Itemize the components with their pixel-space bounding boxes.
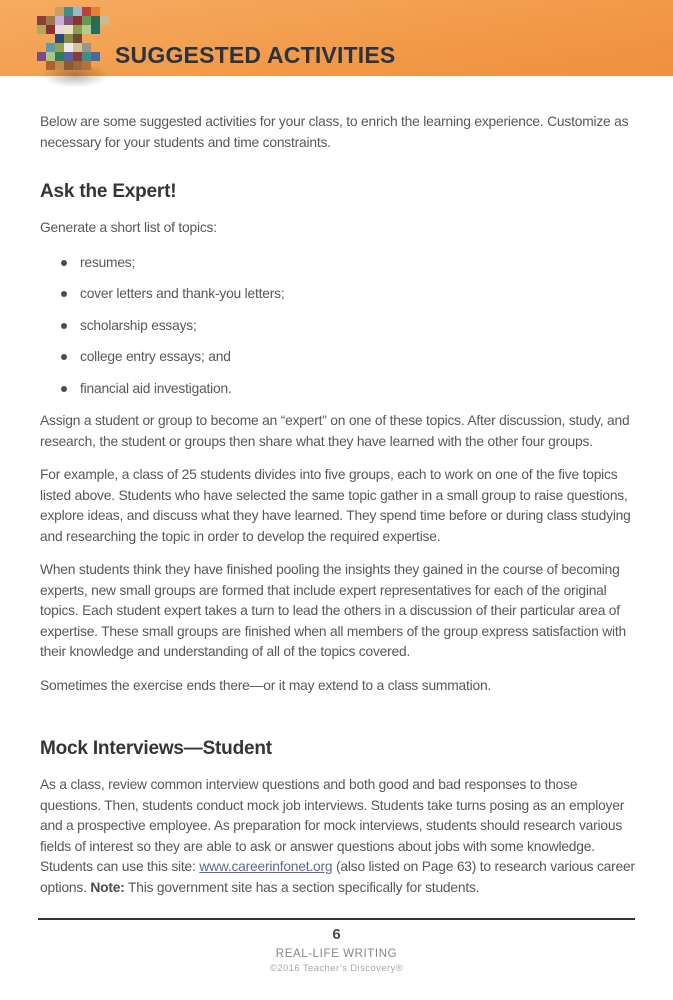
- logo-mosaic-cell: [46, 16, 55, 25]
- page-footer: [38, 918, 635, 975]
- logo-mosaic-cell: [64, 7, 73, 16]
- list-item: [40, 316, 636, 337]
- bullet-icon: [61, 354, 67, 360]
- page-number: 6: [332, 926, 341, 943]
- logo-mosaic-cell: [73, 16, 82, 25]
- body-paragraph: When students think they have finished pooling the insights they gained in the course of becoming experts, new small groups are formed that include expert representatives for each of the original topics. Each student expert takes a turn to lead the others in a discussion of their particular area of expertise. These small groups are finished when all members of the group express satisfaction with their knowledge and understanding of all of the topics covered.: [40, 562, 626, 659]
- logo-mosaic-cell: [37, 16, 46, 25]
- logo-mosaic-cell: [73, 34, 82, 43]
- logo-mosaic-cell: [64, 52, 73, 61]
- list-item: [40, 284, 636, 305]
- logo-mosaic-cell: [46, 43, 55, 52]
- logo-mosaic-cell: [55, 52, 64, 61]
- logo-mosaic-cell: [37, 52, 46, 61]
- book-title: REAL-LIFE WRITING: [275, 948, 398, 960]
- copyright-line: ©2016 Teacher’s Discovery®: [269, 963, 404, 974]
- logo-mosaic-cell: [73, 52, 82, 61]
- logo-mosaic-cell: [73, 25, 82, 34]
- logo-mosaic-cell: [82, 52, 91, 61]
- bullet-icon: [61, 323, 67, 329]
- section-heading-mock-interviews: Mock Interviews—Student: [40, 738, 272, 759]
- logo-mosaic-cell: [46, 52, 55, 61]
- list-item: [40, 379, 636, 400]
- logo-mosaic-cell: [55, 16, 64, 25]
- bullet-icon: [61, 386, 67, 392]
- logo-mosaic-cell: [64, 34, 73, 43]
- list-item-label: scholarship essays;: [80, 317, 197, 333]
- list-item: [40, 253, 636, 274]
- paragraph-text: As a class, review common interview questions and both good and bad responses to those questions. Then, students conduct mock job interviews. Students take turns posing as an employer and a prospective employee. As preparation for mock interviews, students should research various fields of interest so they are able to ask or answer questions about jobs with some knowledge. Students can use this site:: [40, 777, 625, 874]
- logo-mosaic-cell: [55, 34, 64, 43]
- list-item-label: financial aid investigation.: [80, 380, 232, 396]
- logo-mosaic-cell: [64, 43, 73, 52]
- logo-mosaic-cell: [73, 43, 82, 52]
- logo-mosaic-cell: [73, 61, 82, 70]
- body-paragraph-with-link: [40, 775, 636, 898]
- logo-mosaic-cell: [64, 16, 73, 25]
- bullet-icon: [61, 260, 67, 266]
- header-band: [0, 0, 673, 76]
- list-item: [40, 347, 636, 368]
- logo-mosaic-cell: [46, 25, 55, 34]
- content-column: [40, 100, 636, 911]
- body-paragraph: For example, a class of 25 students divides into five groups, each to work on one of the five topics listed above. Students who have selected the same topic gather in a small group to raise questions, explore ideas, and discuss what they have learned. They spend time before or during class studying and researching the topic in order to develop the required expertise.: [40, 467, 631, 544]
- logo-mosaic-cell: [100, 16, 109, 25]
- logo-mosaic-cell: [64, 25, 73, 34]
- logo-mosaic-cell: [37, 25, 46, 34]
- logo-mosaic-cell: [55, 61, 64, 70]
- body-paragraph: Sometimes the exercise ends there—or it may extend to a class summation.: [40, 677, 492, 693]
- logo-mosaic-cell: [91, 25, 100, 34]
- logo-mosaic-cell: [55, 43, 64, 52]
- logo-mosaic-cell: [46, 61, 55, 70]
- logo-mosaic-cell: [64, 61, 73, 70]
- paragraph-text: (also listed on Page 63) to research various career options.: [40, 859, 635, 895]
- lead-paragraph: Generate a short list of topics:: [40, 220, 217, 235]
- body-paragraph: Assign a student or group to become an “expert” on one of these topics. After discussion, study, and research, the student or groups then share what they have learned with the other four groups.: [40, 413, 630, 449]
- logo-mosaic-cell: [82, 61, 91, 70]
- section-heading-ask-the-expert: Ask the Expert!: [40, 181, 177, 202]
- logo-mosaic-cell: [82, 16, 91, 25]
- logo-mosaic-cell: [82, 7, 91, 16]
- paragraph-text: This government site has a section specifically for students.: [124, 879, 480, 895]
- logo-mosaic-cell: [82, 25, 91, 34]
- list-item-label: cover letters and thank-you letters;: [80, 286, 285, 301]
- logo-mosaic-cell: [91, 16, 100, 25]
- bullet-icon: [61, 291, 67, 297]
- topics-list: [40, 253, 636, 400]
- intro-paragraph: Below are some suggested activities for your class, to enrich the learning experience. Customize as necessary for your students and time constraints.: [40, 114, 629, 150]
- note-label: Note:: [90, 879, 125, 895]
- logo-mosaic-cell: [82, 43, 91, 52]
- page-title: SUGGESTED ACTIVITIES: [115, 42, 396, 68]
- logo-mosaic: [37, 7, 109, 75]
- list-item-label: resumes;: [80, 254, 136, 270]
- logo-mosaic-cell: [91, 52, 100, 61]
- logo-mosaic-cell: [55, 7, 64, 16]
- list-item-label: college entry essays; and: [80, 349, 231, 364]
- footer-rule: [38, 918, 635, 920]
- logo-mosaic-cell: [73, 7, 82, 16]
- logo-mosaic-cell: [55, 25, 64, 34]
- logo-mosaic-cell: [91, 7, 100, 16]
- careerinfonet-link[interactable]: www.careerinfonet.org: [199, 859, 333, 874]
